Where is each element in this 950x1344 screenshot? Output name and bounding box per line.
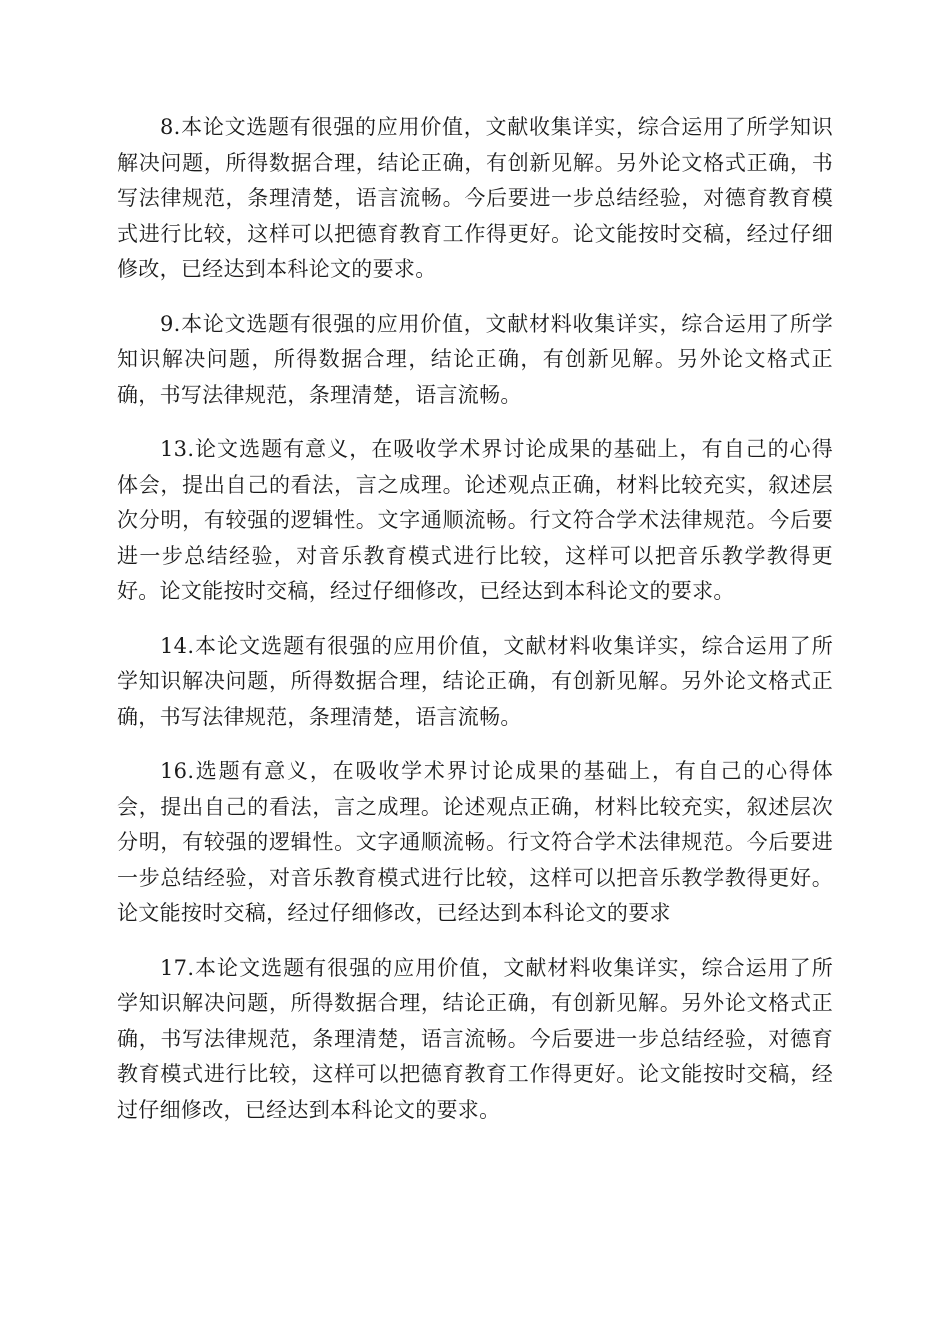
document-page xyxy=(117,110,833,1147)
comment-paragraph-16: 16.选题有意义，在吸收学术界讨论成果的基础上，有自己的心得体会，提出自己的看法，言之成理。论述观点正确，材料比较充实，叙述层次分明，有较强的逻辑性。文字通顺流畅。行文符合学术法律规范。今后要进一步总结经验，对音乐教育模式进行比较，这样可以把音乐教学教得更好。论文能按时交稿，经过仔细修改，已经达到本科论文的要求 xyxy=(117,759,833,925)
comment-paragraph-8: 8.本论文选题有很强的应用价值，文献收集详实，综合运用了所学知识解决问题，所得数据合理，结论正确，有创新见解。另外论文格式正确，书写法律规范，条理清楚，语言流畅。今后要进一步总结经验，对德育教育模式进行比较，这样可以把德育教育工作得更好。论文能按时交稿，经过仔细修改，已经达到本科论文的要求。 xyxy=(117,115,833,281)
comment-paragraph-17: 17.本论文选题有很强的应用价值，文献材料收集详实，综合运用了所学知识解决问题，所得数据合理，结论正确，有创新见解。另外论文格式正确，书写法律规范，条理清楚，语言流畅。今后要进一步总结经验，对德育教育模式进行比较，这样可以把德育教育工作得更好。论文能按时交稿，经过仔细修改，已经达到本科论文的要求。 xyxy=(117,955,833,1122)
comment-paragraph-14: 14.本论文选题有很强的应用价值，文献材料收集详实，综合运用了所学知识解决问题，所得数据合理，结论正确，有创新见解。另外论文格式正确，书写法律规范，条理清楚，语言流畅。 xyxy=(117,633,833,729)
comment-paragraph-9: 9.本论文选题有很强的应用价值，文献材料收集详实，综合运用了所学知识解决问题，所得数据合理，结论正确，有创新见解。另外论文格式正确，书写法律规范，条理清楚，语言流畅。 xyxy=(117,311,833,407)
comment-paragraph-13: 13.论文选题有意义，在吸收学术界讨论成果的基础上，有自己的心得体会，提出自己的看法，言之成理。论述观点正确，材料比较充实，叙述层次分明，有较强的逻辑性。文字通顺流畅。行文符合学术法律规范。今后要进一步总结经验，对音乐教育模式进行比较，这样可以把音乐教学教得更好。论文能按时交稿，经过仔细修改，已经达到本科论文的要求。 xyxy=(117,437,833,603)
